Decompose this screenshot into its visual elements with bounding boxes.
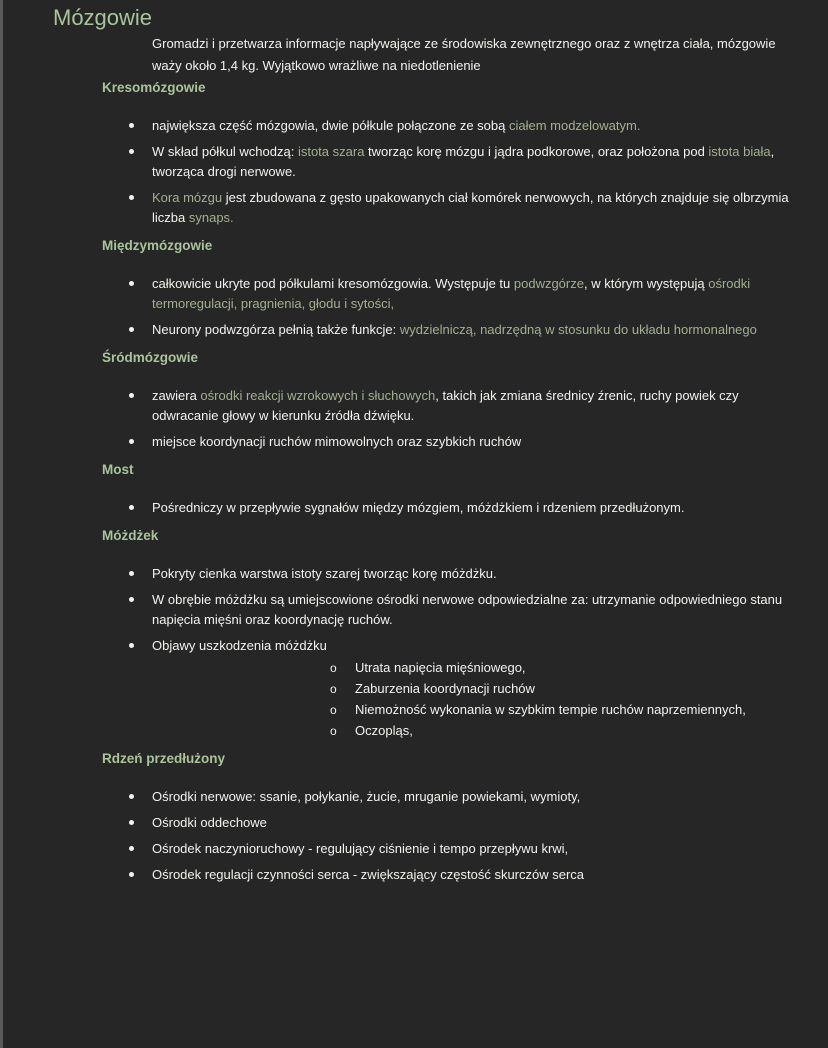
list-item	[152, 386, 792, 426]
list-item	[152, 320, 792, 340]
section-heading: Kresomózgowie	[102, 80, 206, 95]
list-item	[152, 188, 792, 228]
item-text: , tworząca drogi nerwowe.	[152, 144, 775, 179]
highlighted-text: synaps.	[188, 210, 234, 225]
list-item	[152, 142, 792, 182]
item-text: Pośredniczy w przepływie sygnałów między mózgiem, móżdżkiem i rdzeniem przedłużonym.	[152, 500, 685, 515]
section-heading: Móżdżek	[102, 528, 159, 543]
list-item	[152, 498, 792, 518]
bullet-list	[0, 274, 828, 340]
list-item	[152, 839, 792, 859]
item-text: W skład półkul wchodzą:	[152, 144, 298, 159]
sections	[0, 78, 828, 891]
sub-list-item: o Niemożność wykonania w szybkim tempie ruchów naprzemiennych,	[355, 700, 792, 720]
bullet-list	[0, 386, 828, 452]
section-heading: Most	[102, 462, 134, 477]
list-item	[152, 116, 792, 136]
item-text: jest zbudowana z gęsto upakowanych ciał komórek nerwowych, na których znajduje się olbrzymia liczba	[152, 190, 789, 225]
item-text: Neurony podwzgórza pełnią także funkcje:	[152, 322, 400, 337]
section	[0, 749, 828, 885]
section	[0, 348, 828, 452]
section-heading: Rdzeń przedłużony	[102, 751, 226, 766]
sub-list-item: o Oczopląs,	[355, 721, 792, 741]
item-text: , w którym występują	[583, 276, 709, 291]
sub-list-item: o Utrata napięcia mięśniowego,	[355, 658, 792, 678]
item-text: tworząc korę mózgu i jądra podkorowe, oraz położona pod	[364, 144, 709, 159]
highlighted-text: istota szara	[297, 144, 365, 159]
item-text: Objawy uszkodzenia móżdżku	[152, 638, 327, 653]
list-item	[152, 865, 792, 885]
highlighted-text: Kora mózgu	[152, 190, 223, 205]
item-text: Ośrodki oddechowe	[152, 815, 267, 830]
item-text: W obrębie móżdżku są umiejscowione ośrodki nerwowe odpowiedzialne za: utrzymanie odpowiedniego stanu napięcia mięśni oraz koordynację ruchów.	[152, 592, 783, 627]
highlighted-text: istota biała	[708, 144, 771, 159]
list-item	[152, 787, 792, 807]
list-item	[152, 590, 792, 630]
item-text: Ośrodek naczynioruchowy - regulujący ciśnienie i tempo przepływu krwi,	[152, 841, 569, 856]
bullet-list	[0, 116, 828, 228]
section	[0, 460, 828, 518]
list-item	[152, 636, 792, 741]
sub-list	[152, 658, 792, 741]
item-text: , takich jak zmiana średnicy źrenic, ruchy powiek czy odwracanie głowy w kierunku źródła dźwięku.	[152, 388, 739, 423]
list-item	[152, 274, 792, 314]
highlighted-text: podwzgórze	[513, 276, 584, 291]
highlighted-text: ciałem modzelowatym.	[508, 118, 641, 133]
section-heading: Śródmózgowie	[102, 350, 199, 365]
item-text: Ośrodek regulacji czynności serca - zwiększający częstość skurczów serca	[152, 867, 585, 882]
item-text: miejsce koordynacji ruchów mimowolnych oraz szybkich ruchów	[152, 434, 522, 449]
section-heading: Międzymózgowie	[102, 238, 213, 253]
bullet-list	[0, 787, 828, 885]
page-title: Mózgowie	[53, 5, 153, 30]
list-item	[152, 432, 792, 452]
sub-list-item: o Zaburzenia koordynacji ruchów	[355, 679, 792, 699]
item-text: Pokryty cienka warstwa istoty szarej tworząc korę móżdżku.	[152, 566, 497, 581]
section	[0, 526, 828, 741]
bullet-list	[0, 564, 828, 741]
item-text: największa część mózgowia, dwie półkule połączone ze sobą	[152, 118, 509, 133]
highlighted-text: ośrodki reakcji wzrokowych i słuchowych	[200, 388, 436, 403]
highlighted-text: wydzielniczą, nadrzędną w stosunku do układu hormonalnego	[399, 322, 757, 337]
list-item	[152, 813, 792, 833]
item-text: całkowicie ukryte pod półkulami kresomózgowia. Występuje tu	[152, 276, 514, 291]
item-text: Ośrodki nerwowe: ssanie, połykanie, żucie, mruganie powiekami, wymioty,	[152, 789, 581, 804]
intro-paragraph: Gromadzi i przetwarza informacje napływające ze środowiska zewnętrznego oraz z wnętrza ciała, mózgowie waży około 1,4 kg. Wyjątkowo wrażliwe na niedotlenienie	[152, 36, 776, 73]
section	[0, 78, 828, 228]
item-text: zawiera	[152, 388, 201, 403]
section	[0, 236, 828, 340]
highlighted-text: ośrodki termoregulacji, pragnienia, głodu i sytości,	[152, 276, 751, 311]
bullet-list	[0, 498, 828, 518]
list-item	[152, 564, 792, 584]
